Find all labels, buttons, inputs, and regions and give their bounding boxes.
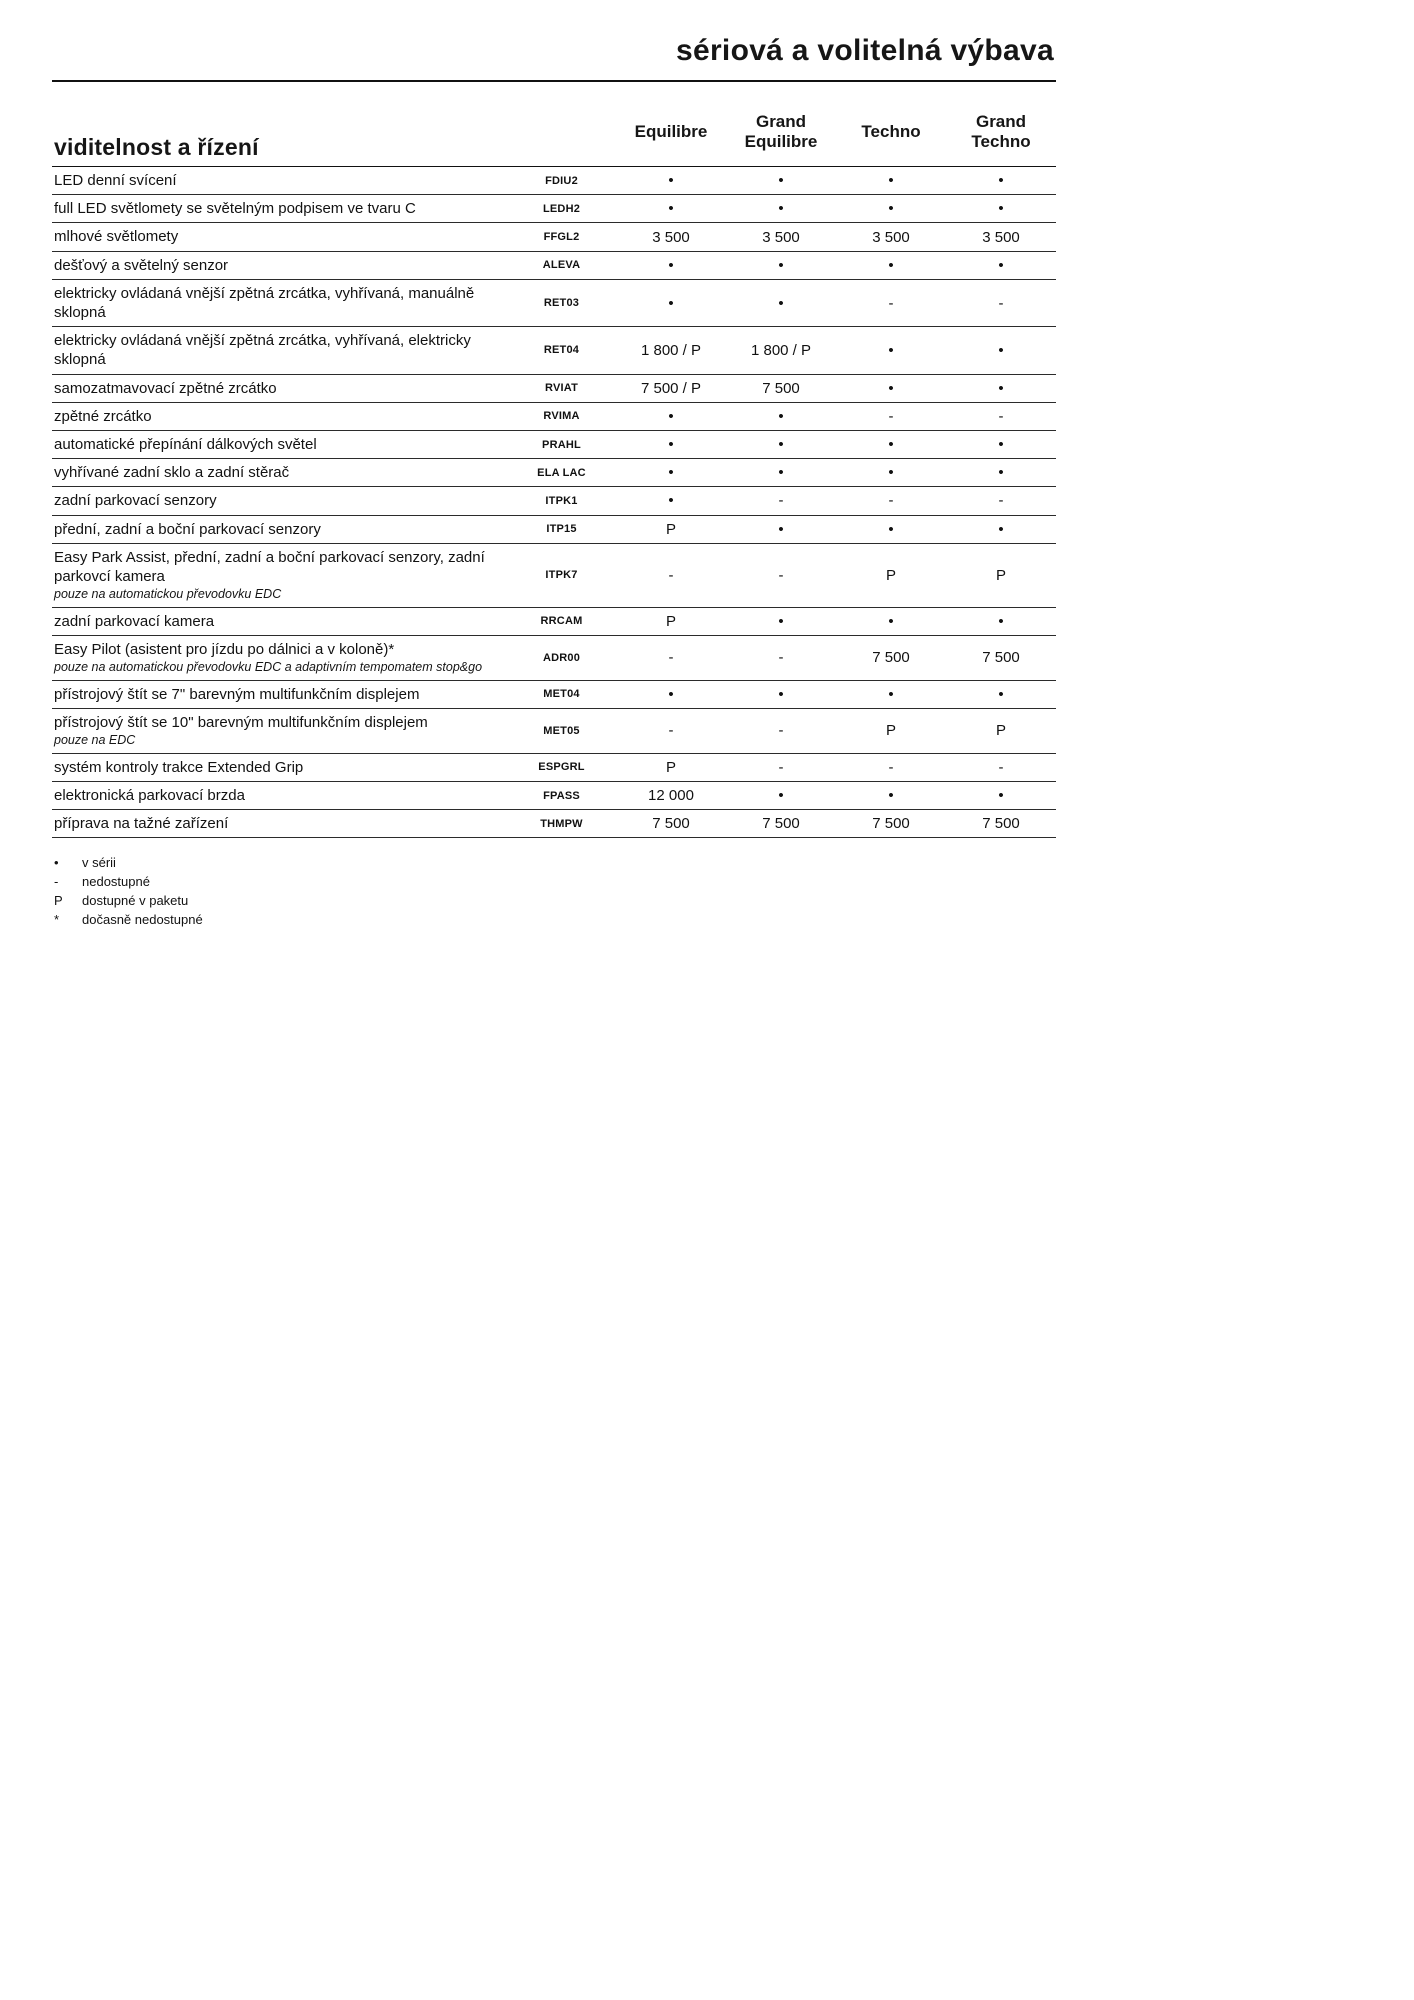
table-row [52,223,1056,251]
feature-name [52,374,507,402]
feature-name [52,402,507,430]
feature-value: • [726,430,836,458]
feature-value: 3 500 [726,223,836,251]
feature-name [52,753,507,781]
feature-value: • [836,515,946,543]
legend-text: dostupné v paketu [82,892,189,908]
page-title: sériová a volitelná výbava [52,34,1056,82]
feature-label: dešťový a světelný senzor [54,256,229,274]
column-header-grand-equilibre: Grand Equilibre [726,82,836,167]
table-row [52,680,1056,708]
feature-label: elektricky ovládaná vnější zpětná zrcátka, vyhřívaná, manuálně sklopná [54,284,475,322]
feature-value: - [616,708,726,753]
feature-code: ELA LAC [507,459,616,487]
feature-code: ALEVA [507,251,616,279]
feature-name [52,487,507,515]
feature-value: 7 500 [616,810,726,838]
table-row [52,430,1056,458]
feature-value: P [836,543,946,607]
feature-value: 7 500 [946,810,1056,838]
feature-value: - [726,753,836,781]
feature-value: 7 500 [726,374,836,402]
legend-row [54,892,1056,911]
table-row [52,195,1056,223]
feature-name [52,515,507,543]
feature-code: ITPK1 [507,487,616,515]
feature-code: PRAHL [507,430,616,458]
table-row [52,753,1056,781]
feature-value: 7 500 [946,635,1056,680]
feature-code: FPASS [507,781,616,809]
feature-label: systém kontroly trakce Extended Grip [54,758,304,776]
feature-value: 3 500 [836,223,946,251]
table-row [52,279,1056,326]
feature-value: - [836,402,946,430]
feature-value: • [726,515,836,543]
feature-name [52,543,507,607]
feature-label: přední, zadní a boční parkovací senzory [54,520,321,538]
feature-note: pouze na automatickou převodovku EDC a adaptivním tempomatem stop&go [54,660,483,675]
table-row [52,327,1056,374]
feature-value: • [946,459,1056,487]
feature-value: • [836,680,946,708]
feature-name [52,327,507,374]
feature-code: RRCAM [507,607,616,635]
legend-text: v sérii [82,855,116,871]
feature-name [52,810,507,838]
feature-code: THMPW [507,810,616,838]
table-row [52,607,1056,635]
feature-value: - [726,708,836,753]
feature-label: mlhové světlomety [54,228,179,246]
feature-value: - [946,402,1056,430]
header-row [52,82,1056,167]
feature-code: ITPK7 [507,543,616,607]
feature-value: 3 500 [946,223,1056,251]
feature-note: pouze na EDC [54,733,136,748]
feature-value: • [946,251,1056,279]
feature-value: • [726,680,836,708]
feature-label: přístrojový štít se 10" barevným multifunkčním displejem [54,713,428,731]
feature-value: • [616,487,726,515]
feature-code: ITP15 [507,515,616,543]
feature-label: elektronická parkovací brzda [54,786,245,804]
feature-value: 7 500 [836,810,946,838]
feature-label: full LED světlomety se světelným podpisem ve tvaru C [54,200,416,218]
feature-code: RVIAT [507,374,616,402]
feature-code: FFGL2 [507,223,616,251]
feature-code: RET04 [507,327,616,374]
column-header-equilibre: Equilibre [616,82,726,167]
legend-symbol: * [54,911,60,927]
table-row [52,251,1056,279]
feature-value: P [946,543,1056,607]
feature-label: příprava na tažné zařízení [54,815,229,833]
feature-name [52,167,507,195]
feature-label: zadní parkovací senzory [54,492,217,510]
feature-value: • [946,374,1056,402]
feature-value: • [836,374,946,402]
table-row [52,402,1056,430]
feature-value: • [726,607,836,635]
feature-value: - [836,279,946,326]
feature-value: • [946,781,1056,809]
feature-note: pouze na automatickou převodovku EDC [54,587,282,602]
feature-value: • [726,459,836,487]
feature-value: - [726,543,836,607]
feature-value: • [616,167,726,195]
table-row [52,781,1056,809]
feature-code: LEDH2 [507,195,616,223]
equipment-table [52,82,1056,838]
feature-name [52,680,507,708]
feature-label: samozatmavovací zpětné zrcátko [54,379,277,397]
feature-value: • [836,251,946,279]
feature-label: Easy Park Assist, přední, zadní a boční parkovací senzory, zadní parkovcí kamera [54,548,485,585]
feature-name [52,279,507,326]
feature-code: RET03 [507,279,616,326]
table-row [52,515,1056,543]
feature-name [52,635,507,680]
feature-label: zpětné zrcátko [54,407,152,425]
table-row [52,810,1056,838]
feature-value: • [836,430,946,458]
feature-code: FDIU2 [507,167,616,195]
feature-value: P [836,708,946,753]
feature-name [52,251,507,279]
feature-value: • [616,195,726,223]
feature-value: P [616,515,726,543]
feature-value: - [946,279,1056,326]
feature-value: - [946,487,1056,515]
feature-code: ESPGRL [507,753,616,781]
table-row [52,167,1056,195]
feature-value: • [836,781,946,809]
feature-value: - [616,635,726,680]
legend-row [54,873,1056,892]
feature-value: • [616,279,726,326]
feature-value: • [726,781,836,809]
feature-value: - [726,487,836,515]
feature-code: MET05 [507,708,616,753]
feature-value: 7 500 [726,810,836,838]
feature-value: • [616,251,726,279]
feature-label: elektricky ovládaná vnější zpětná zrcátka, vyhřívaná, elektricky sklopná [54,332,471,369]
feature-value: • [836,167,946,195]
feature-code: ADR00 [507,635,616,680]
feature-value: P [616,607,726,635]
legend [52,854,1056,929]
feature-value: • [946,327,1056,374]
feature-value: 12 000 [616,781,726,809]
feature-value: • [946,607,1056,635]
feature-value: • [946,167,1056,195]
feature-code: RVIMA [507,402,616,430]
feature-label: automatické přepínání dálkových světel [54,435,317,453]
content [52,34,1056,930]
feature-value: - [946,753,1056,781]
table-row [52,487,1056,515]
feature-value: - [616,543,726,607]
feature-value: • [726,402,836,430]
legend-symbol: • [54,855,59,871]
feature-value: • [726,167,836,195]
feature-value: • [836,195,946,223]
table-row [52,374,1056,402]
feature-code: MET04 [507,680,616,708]
table-row [52,459,1056,487]
column-header-grand-techno: Grand Techno [946,82,1056,167]
feature-value: 3 500 [616,223,726,251]
feature-value: • [616,459,726,487]
feature-value: - [836,487,946,515]
feature-name [52,708,507,753]
feature-value: • [726,251,836,279]
table-body [52,167,1056,838]
feature-label: zadní parkovací kamera [54,612,215,630]
feature-label: LED denní svícení [54,172,177,190]
table-header [52,82,1056,167]
feature-name [52,459,507,487]
legend-symbol: P [54,892,63,908]
feature-value: P [946,708,1056,753]
legend-symbol: - [54,874,59,890]
feature-label: vyhřívané zadní sklo a zadní stěrač [54,464,290,482]
feature-value: - [726,635,836,680]
feature-value: • [836,607,946,635]
legend-text: dočasně nedostupné [82,911,203,927]
table-row [52,708,1056,753]
feature-value: 7 500 [836,635,946,680]
feature-value: • [946,430,1056,458]
legend-text: nedostupné [82,874,150,890]
feature-value: • [616,680,726,708]
section-title: viditelnost a řízení [52,82,616,167]
feature-value: 7 500 / P [616,374,726,402]
feature-label: přístrojový štít se 7" barevným multifunkčním displejem [54,685,420,703]
column-header-techno: Techno [836,82,946,167]
table-row [52,635,1056,680]
feature-name [52,223,507,251]
feature-value: 1 800 / P [616,327,726,374]
table-row [52,543,1056,607]
feature-name [52,195,507,223]
feature-value: • [726,195,836,223]
feature-value: • [946,515,1056,543]
legend-row [54,854,1056,873]
feature-value: - [836,753,946,781]
feature-name [52,607,507,635]
legend-row [54,911,1056,930]
feature-name [52,430,507,458]
feature-value: • [836,459,946,487]
feature-value: • [726,279,836,326]
feature-value: • [616,402,726,430]
feature-value: 1 800 / P [726,327,836,374]
feature-value: • [616,430,726,458]
feature-value: • [836,327,946,374]
feature-label: Easy Pilot (asistent pro jízdu po dálnici a v koloně)* [54,640,395,658]
feature-name [52,781,507,809]
feature-value: P [616,753,726,781]
feature-value: • [946,195,1056,223]
feature-value: • [946,680,1056,708]
